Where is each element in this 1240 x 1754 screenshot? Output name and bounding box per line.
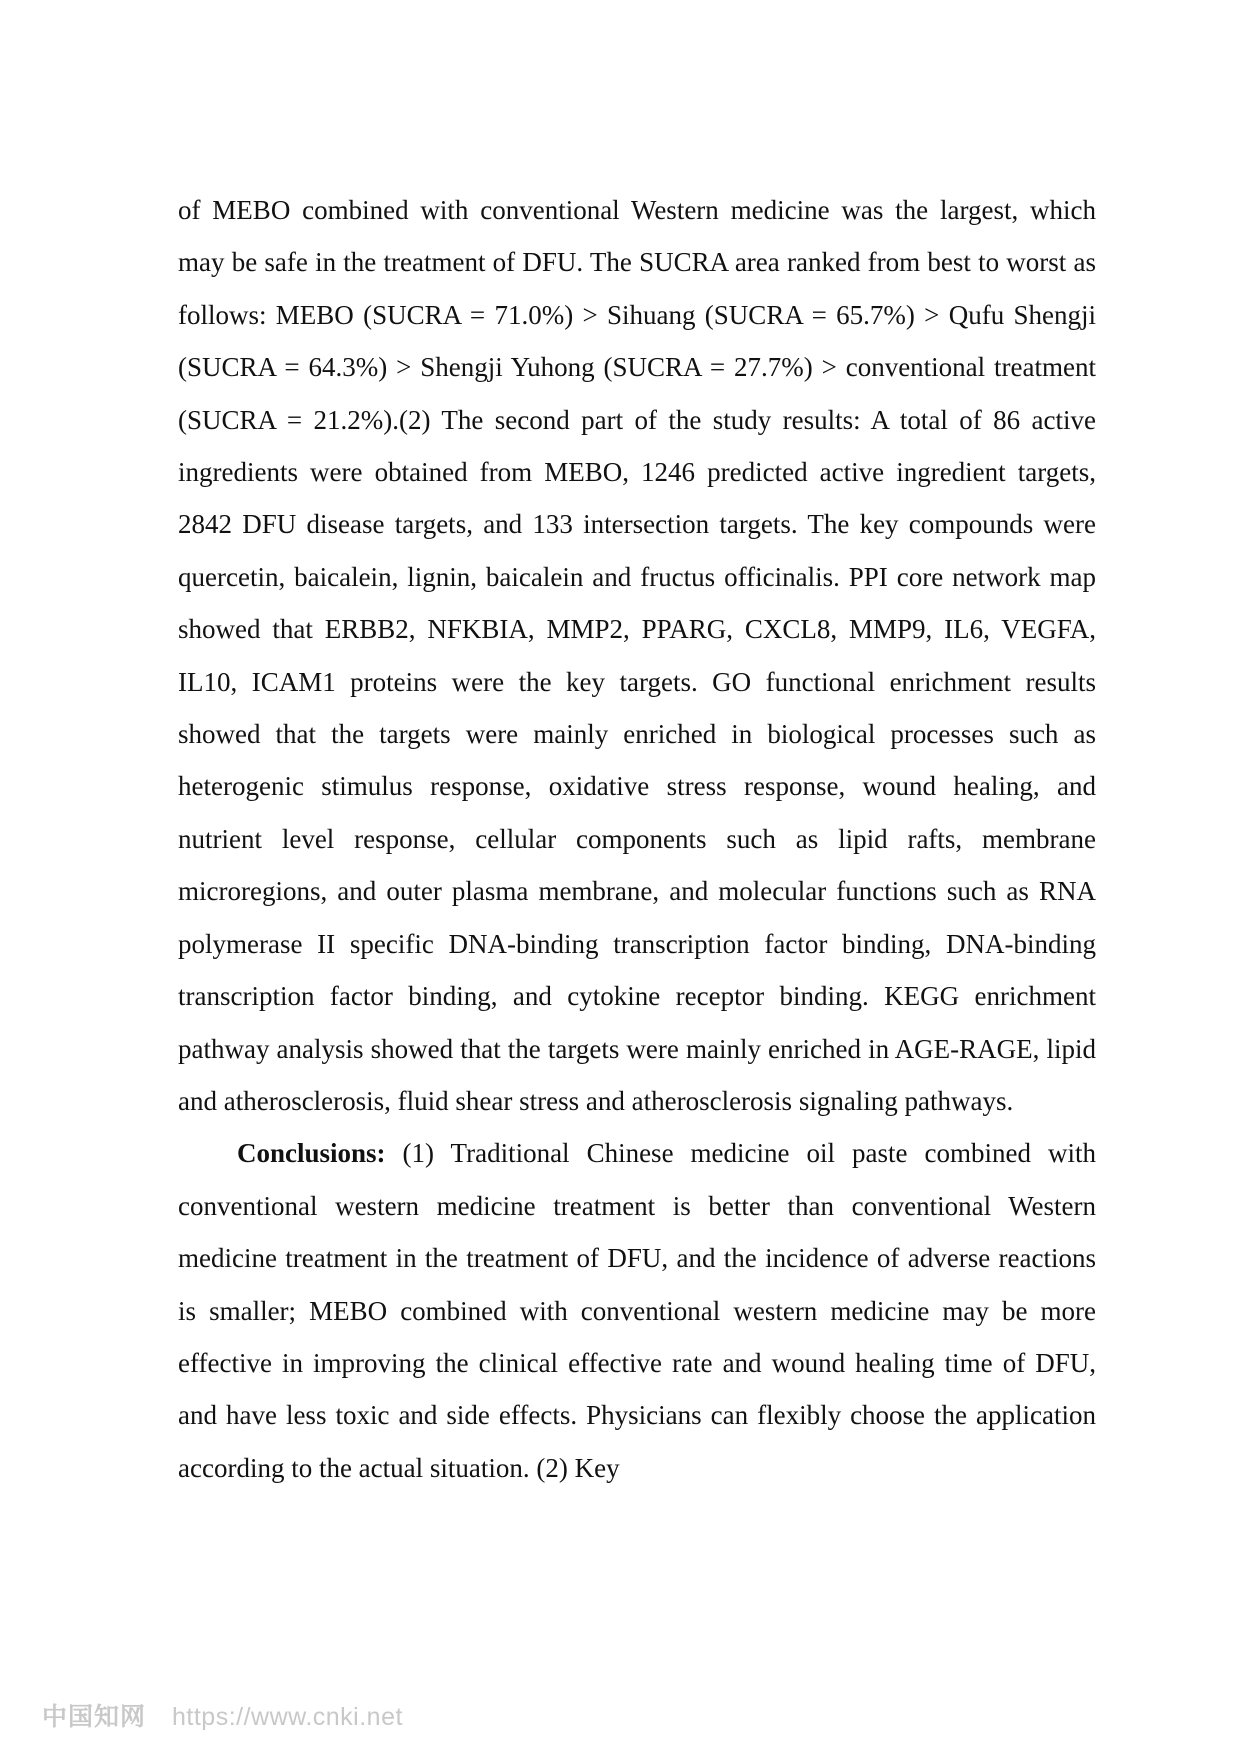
conclusions-paragraph bbox=[178, 1127, 1096, 1494]
results-paragraph: of MEBO combined with conventional Western medicine was the largest, which may be safe in the treatment of DFU. The SUCRA area ranked from best to worst as follows: MEBO (SUCRA = 71.0%) > Sihuang (SUCRA = 65.7%) > Qufu Shengji (SUCRA = 64.3%) > Shengji Yuhong (SUCRA = 27.7%) > conventional treatment (SUCRA = 21.2%).(2) The second part of the study results: A total of 86 active ingredients were obtained from MEBO, 1246 predicted active ingredient targets, 2842 DFU disease targets, and 133 intersection targets. The key compounds were quercetin, baicalein, lignin, baicalein and fructus officinalis. PPI core network map showed that ERBB2, NFKBIA, MMP2, PPARG, CXCL8, MMP9, IL6, VEGFA, IL10, ICAM1 proteins were the key targets. GO functional enrichment results showed that the targets were mainly enriched in biological processes such as heterogenic stimulus response, oxidative stress response, wound healing, and nutrient level response, cellular components such as lipid rafts, membrane microregions, and outer plasma membrane, and molecular functions such as RNA polymerase II specific DNA-binding transcription factor binding, DNA-binding transcription factor binding, and cytokine receptor binding. KEGG enrichment pathway analysis showed that the targets were mainly enriched in AGE-RAGE, lipid and atherosclerosis, fluid shear stress and atherosclerosis signaling pathways. bbox=[178, 195, 1096, 1116]
body-text bbox=[178, 184, 1096, 1494]
cnki-watermark bbox=[42, 1697, 403, 1733]
conclusions-text: (1) Traditional Chinese medicine oil paste combined with conventional western medicine treatment is better than conventional Western medicine treatment in the treatment of DFU, and the incidence of adverse reactions is smaller; MEBO combined with conventional western medicine may be more effective in improving the clinical effective rate and wound healing time of DFU, and have less toxic and side effects. Physicians can flexibly choose the application according to the actual situation. (2) Key bbox=[178, 1138, 1096, 1483]
cnki-logo-text: 中国知网 bbox=[42, 1703, 147, 1731]
conclusions-label: Conclusions: bbox=[237, 1138, 386, 1169]
cnki-url: https://www.cnki.net bbox=[172, 1703, 403, 1731]
